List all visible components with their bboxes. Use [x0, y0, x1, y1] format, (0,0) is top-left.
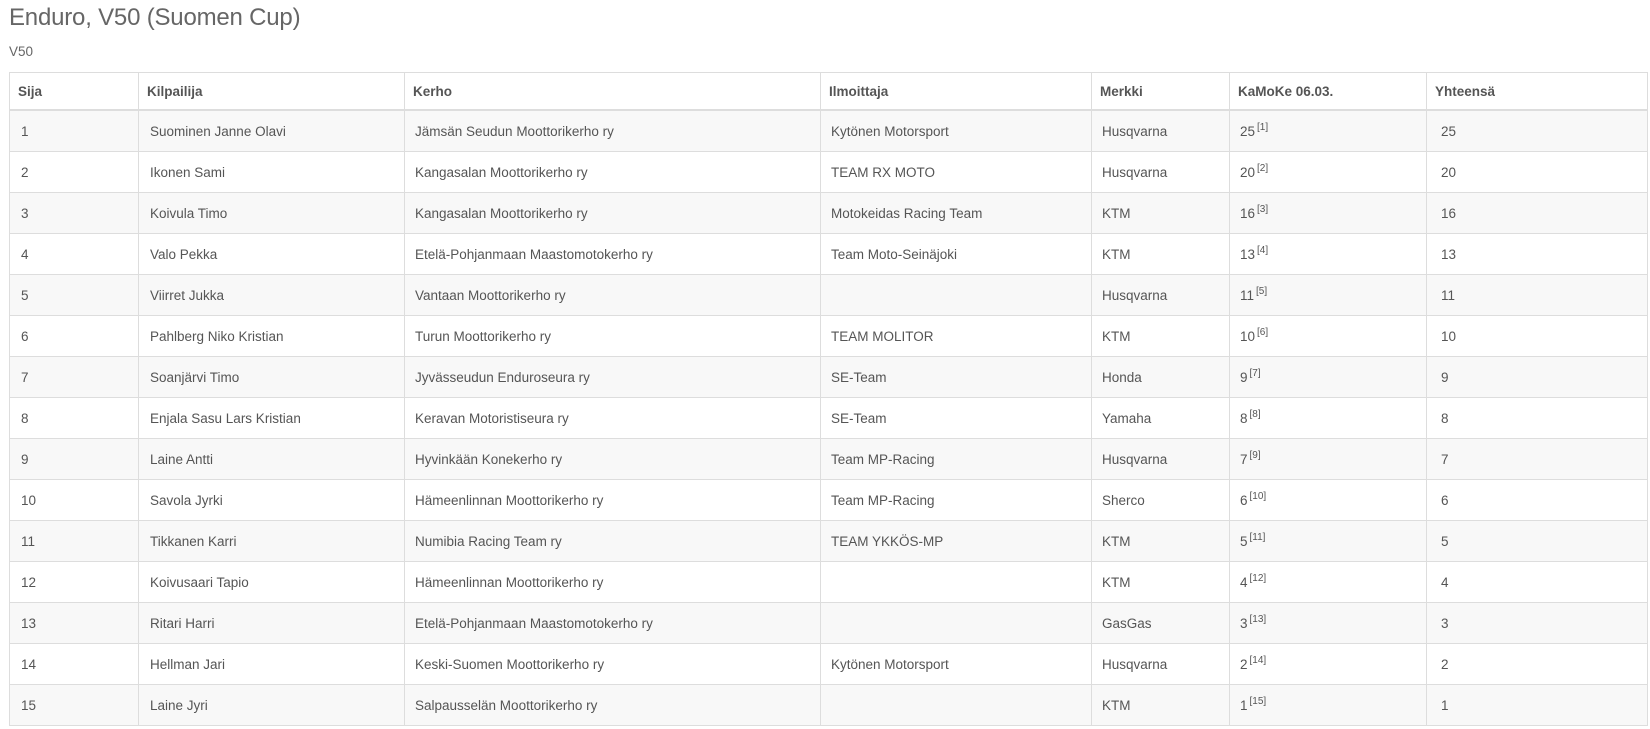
- cell-merkki: KTM: [1092, 562, 1230, 603]
- cell-ilmoittaja: SE-Team: [821, 357, 1092, 398]
- cell-yhteensa: 9: [1427, 357, 1648, 398]
- cell-ilmoittaja: [821, 685, 1092, 726]
- cell-kamoke: [1230, 275, 1427, 316]
- points-value: 4: [1240, 574, 1248, 590]
- cell-kilpailija: Ritari Harri: [139, 603, 405, 644]
- footnote-link[interactable]: [7]: [1249, 368, 1261, 379]
- table-row: [10, 439, 1648, 480]
- table-row: [10, 234, 1648, 275]
- cell-kerho: Salpausselän Moottorikerho ry: [405, 685, 821, 726]
- table-row: [10, 357, 1648, 398]
- cell-merkki: KTM: [1092, 234, 1230, 275]
- cell-kerho: Numibia Racing Team ry: [405, 521, 821, 562]
- points-value: 1: [1240, 697, 1248, 713]
- points-value: 2: [1240, 656, 1248, 672]
- footnote-link[interactable]: [4]: [1257, 245, 1269, 256]
- cell-ilmoittaja: Team Moto-Seinäjoki: [821, 234, 1092, 275]
- cell-sija: 9: [10, 439, 139, 480]
- cell-ilmoittaja: [821, 562, 1092, 603]
- table-row: [10, 480, 1648, 521]
- footnote-link[interactable]: [10]: [1249, 491, 1267, 502]
- table-row: [10, 685, 1648, 726]
- table-row: [10, 193, 1648, 234]
- footnote-link[interactable]: [11]: [1249, 532, 1266, 543]
- cell-kerho: Kangasalan Moottorikerho ry: [405, 152, 821, 193]
- table-row: [10, 275, 1648, 316]
- table-row: [10, 152, 1648, 193]
- cell-yhteensa: 25: [1427, 110, 1648, 152]
- table-row: [10, 521, 1648, 562]
- cell-kamoke: [1230, 357, 1427, 398]
- cell-kamoke: [1230, 521, 1427, 562]
- cell-kamoke: [1230, 439, 1427, 480]
- points-value: 8: [1240, 410, 1248, 426]
- cell-kamoke: [1230, 110, 1427, 152]
- cell-sija: 7: [10, 357, 139, 398]
- points-value: 13: [1240, 246, 1256, 262]
- cell-sija: 14: [10, 644, 139, 685]
- header-sija: Sija: [10, 73, 139, 111]
- cell-yhteensa: 8: [1427, 398, 1648, 439]
- cell-yhteensa: 6: [1427, 480, 1648, 521]
- points-value: 3: [1240, 615, 1248, 631]
- cell-yhteensa: 20: [1427, 152, 1648, 193]
- cell-sija: 3: [10, 193, 139, 234]
- header-row: [10, 73, 1648, 111]
- cell-sija: 5: [10, 275, 139, 316]
- cell-kamoke: [1230, 234, 1427, 275]
- cell-kilpailija: Suominen Janne Olavi: [139, 110, 405, 152]
- cell-kamoke: [1230, 480, 1427, 521]
- header-kilpailija: Kilpailija: [139, 73, 405, 111]
- points-value: 6: [1240, 492, 1248, 508]
- cell-kerho: Keravan Motoristiseura ry: [405, 398, 821, 439]
- cell-kamoke: [1230, 193, 1427, 234]
- footnote-link[interactable]: [2]: [1257, 163, 1269, 174]
- cell-yhteensa: 11: [1427, 275, 1648, 316]
- cell-kamoke: [1230, 685, 1427, 726]
- cell-kamoke: [1230, 644, 1427, 685]
- cell-kilpailija: Tikkanen Karri: [139, 521, 405, 562]
- cell-kerho: Kangasalan Moottorikerho ry: [405, 193, 821, 234]
- cell-ilmoittaja: [821, 603, 1092, 644]
- points-value: 11: [1240, 287, 1255, 303]
- cell-ilmoittaja: Motokeidas Racing Team: [821, 193, 1092, 234]
- cell-merkki: Husqvarna: [1092, 152, 1230, 193]
- footnote-link[interactable]: [12]: [1249, 573, 1267, 584]
- cell-yhteensa: 5: [1427, 521, 1648, 562]
- cell-merkki: KTM: [1092, 685, 1230, 726]
- table-row: [10, 562, 1648, 603]
- cell-kilpailija: Koivusaari Tapio: [139, 562, 405, 603]
- points-value: 10: [1240, 328, 1256, 344]
- cell-ilmoittaja: Kytönen Motorsport: [821, 110, 1092, 152]
- cell-merkki: Husqvarna: [1092, 644, 1230, 685]
- page-title: Enduro, V50 (Suomen Cup): [9, 4, 301, 31]
- cell-kamoke: [1230, 316, 1427, 357]
- footnote-link[interactable]: [5]: [1256, 286, 1268, 297]
- header-kamoke: KaMoKe 06.03.: [1230, 73, 1427, 111]
- footnote-link[interactable]: [13]: [1249, 614, 1267, 625]
- cell-sija: 11: [10, 521, 139, 562]
- cell-merkki: KTM: [1092, 193, 1230, 234]
- points-value: 5: [1240, 533, 1248, 549]
- cell-ilmoittaja: SE-Team: [821, 398, 1092, 439]
- cell-kerho: Turun Moottorikerho ry: [405, 316, 821, 357]
- header-yhteensa: Yhteensä: [1427, 73, 1648, 111]
- footnote-link[interactable]: [1]: [1257, 122, 1269, 133]
- cell-kerho: Hämeenlinnan Moottorikerho ry: [405, 562, 821, 603]
- cell-ilmoittaja: TEAM MOLITOR: [821, 316, 1092, 357]
- cell-kilpailija: Koivula Timo: [139, 193, 405, 234]
- cell-sija: 4: [10, 234, 139, 275]
- cell-kerho: Etelä-Pohjanmaan Maastomotokerho ry: [405, 603, 821, 644]
- cell-yhteensa: 2: [1427, 644, 1648, 685]
- cell-merkki: Husqvarna: [1092, 439, 1230, 480]
- cell-ilmoittaja: [821, 275, 1092, 316]
- cell-merkki: Husqvarna: [1092, 110, 1230, 152]
- cell-ilmoittaja: TEAM RX MOTO: [821, 152, 1092, 193]
- cell-ilmoittaja: Team MP-Racing: [821, 480, 1092, 521]
- cell-kerho: Keski-Suomen Moottorikerho ry: [405, 644, 821, 685]
- cell-ilmoittaja: TEAM YKKÖS-MP: [821, 521, 1092, 562]
- footnote-link[interactable]: [9]: [1249, 450, 1261, 461]
- header-ilmoittaja: Ilmoittaja: [821, 73, 1092, 111]
- cell-sija: 2: [10, 152, 139, 193]
- cell-kamoke: [1230, 398, 1427, 439]
- cell-yhteensa: 10: [1427, 316, 1648, 357]
- cell-yhteensa: 1: [1427, 685, 1648, 726]
- cell-merkki: Honda: [1092, 357, 1230, 398]
- cell-merkki: GasGas: [1092, 603, 1230, 644]
- table-header: [10, 73, 1648, 111]
- footnote-link[interactable]: [14]: [1249, 655, 1267, 666]
- cell-kilpailija: Savola Jyrki: [139, 480, 405, 521]
- cell-sija: 12: [10, 562, 139, 603]
- cell-kamoke: [1230, 562, 1427, 603]
- cell-sija: 6: [10, 316, 139, 357]
- points-value: 16: [1240, 205, 1256, 221]
- results-table: [9, 72, 1648, 726]
- class-subtitle: V50: [9, 44, 34, 59]
- cell-kamoke: [1230, 152, 1427, 193]
- table-row: [10, 398, 1648, 439]
- cell-sija: 15: [10, 685, 139, 726]
- cell-merkki: Sherco: [1092, 480, 1230, 521]
- cell-kilpailija: Valo Pekka: [139, 234, 405, 275]
- footnote-link[interactable]: [8]: [1249, 409, 1261, 420]
- cell-sija: 1: [10, 110, 139, 152]
- cell-ilmoittaja: Team MP-Racing: [821, 439, 1092, 480]
- header-merkki: Merkki: [1092, 73, 1230, 111]
- table-row: [10, 603, 1648, 644]
- footnote-link[interactable]: [6]: [1257, 327, 1269, 338]
- cell-sija: 13: [10, 603, 139, 644]
- footnote-link[interactable]: [15]: [1249, 696, 1267, 707]
- cell-kilpailija: Hellman Jari: [139, 644, 405, 685]
- footnote-link[interactable]: [3]: [1257, 204, 1269, 215]
- cell-merkki: Husqvarna: [1092, 275, 1230, 316]
- cell-yhteensa: 16: [1427, 193, 1648, 234]
- cell-kilpailija: Ikonen Sami: [139, 152, 405, 193]
- cell-kilpailija: Pahlberg Niko Kristian: [139, 316, 405, 357]
- cell-merkki: KTM: [1092, 521, 1230, 562]
- table-body: [10, 110, 1648, 726]
- cell-kilpailija: Soanjärvi Timo: [139, 357, 405, 398]
- header-kerho: Kerho: [405, 73, 821, 111]
- cell-kerho: Jyvässeudun Enduroseura ry: [405, 357, 821, 398]
- table-row: [10, 316, 1648, 357]
- table-row: [10, 644, 1648, 685]
- cell-ilmoittaja: Kytönen Motorsport: [821, 644, 1092, 685]
- cell-kilpailija: Laine Jyri: [139, 685, 405, 726]
- cell-yhteensa: 13: [1427, 234, 1648, 275]
- cell-kerho: Hämeenlinnan Moottorikerho ry: [405, 480, 821, 521]
- cell-sija: 8: [10, 398, 139, 439]
- table-row: [10, 110, 1648, 152]
- cell-kilpailija: Enjala Sasu Lars Kristian: [139, 398, 405, 439]
- cell-yhteensa: 7: [1427, 439, 1648, 480]
- cell-kerho: Jämsän Seudun Moottorikerho ry: [405, 110, 821, 152]
- cell-sija: 10: [10, 480, 139, 521]
- cell-merkki: KTM: [1092, 316, 1230, 357]
- cell-kerho: Vantaan Moottorikerho ry: [405, 275, 821, 316]
- cell-kamoke: [1230, 603, 1427, 644]
- cell-kerho: Hyvinkään Konekerho ry: [405, 439, 821, 480]
- cell-yhteensa: 3: [1427, 603, 1648, 644]
- points-value: 25: [1240, 123, 1256, 139]
- cell-merkki: Yamaha: [1092, 398, 1230, 439]
- cell-yhteensa: 4: [1427, 562, 1648, 603]
- points-value: 9: [1240, 369, 1248, 385]
- points-value: 20: [1240, 164, 1256, 180]
- points-value: 7: [1240, 451, 1248, 467]
- cell-kilpailija: Viirret Jukka: [139, 275, 405, 316]
- cell-kerho: Etelä-Pohjanmaan Maastomotokerho ry: [405, 234, 821, 275]
- cell-kilpailija: Laine Antti: [139, 439, 405, 480]
